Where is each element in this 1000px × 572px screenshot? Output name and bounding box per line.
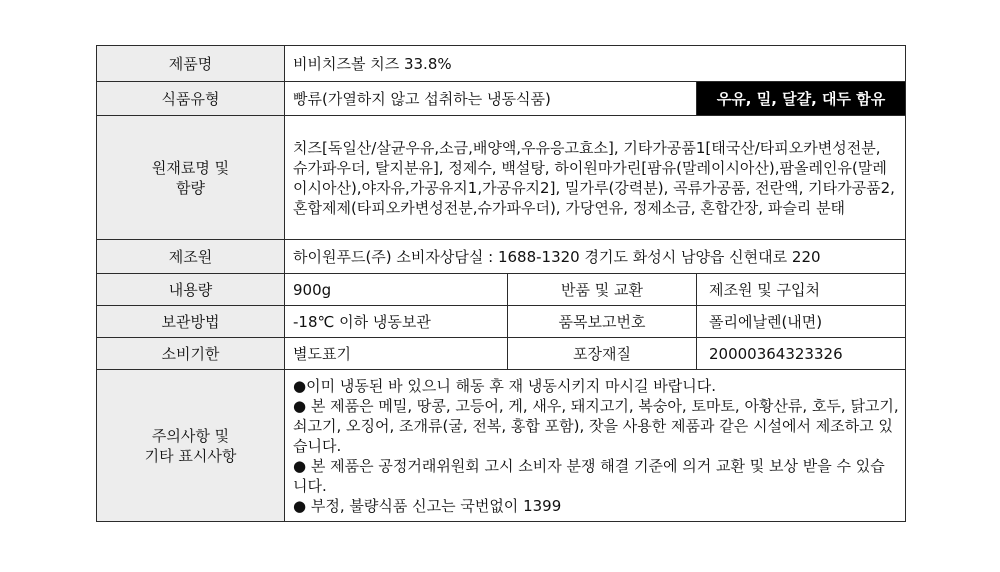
product-info-table [96,45,906,522]
row-notes [97,370,906,522]
ingredients-value: 치즈[독일산/살균우유,소금,배양액,우유응고효소], 기타가공품1[태국산/타피오카변성전분, 슈가파우더, 탈지분유], 정제수, 백설탕, 하이원마가린[팜유(말레이시아산),팜올레인유(말레이시아산),야자유,가공유지1,가공유지2], 밀가루(강력분), 곡류가공품, 전란액, 기타가공품2, 혼합제제(타피오카변성전분,슈가파우더), 가당연유, 정제소금, 혼합간장, 파슬리 분태 [285,116,906,240]
row-manufacturer [97,240,906,274]
notes-label [97,370,285,522]
manufacturer-value: 하이원푸드(주) 소비자상담실 : 1688-1320 경기도 화성시 남양읍 신현대로 220 [285,240,906,274]
notes-label-line1: 주의사항 및 [151,426,230,445]
expiry-value: 별도표기 [285,338,508,370]
row-product-name [97,46,906,82]
row-food-type [97,82,906,116]
manufacturer-label: 제조원 [97,240,285,274]
storage-value: -18℃ 이하 냉동보관 [285,306,508,338]
ingredients-label [97,116,285,240]
volume-label: 내용량 [97,274,285,306]
notes-value [285,370,906,522]
packaging-value: 20000364323326 [697,338,906,370]
ingredients-label-line1: 원재료명 및 [151,158,230,177]
note-item: ● 본 제품은 메밀, 땅콩, 고등어, 게, 새우, 돼지고기, 복숭아, 토마토, 아황산류, 호두, 닭고기, 쇠고기, 오징어, 조개류(굴, 전복, 홍합 포함), 잣을 사용한 제품과 같은 시설에서 제조하고 있습니다. [293,396,899,455]
row-ingredients [97,116,906,240]
note-item: ● 부정, 불량식품 신고는 국번없이 1399 [293,496,562,515]
report-number-label: 품목보고번호 [508,306,697,338]
product-name-label: 제품명 [97,46,285,82]
allergen-badge: 우유, 밀, 달걀, 대두 함유 [697,82,906,116]
volume-value: 900g [285,274,508,306]
packaging-label: 포장재질 [508,338,697,370]
product-name-value: 비비치즈볼 치즈 33.8% [285,46,906,82]
expiry-label: 소비기한 [97,338,285,370]
row-expiry [97,338,906,370]
row-volume [97,274,906,306]
food-type-label: 식품유형 [97,82,285,116]
return-exchange-label: 반품 및 교환 [508,274,697,306]
ingredients-label-line2: 함량 [176,178,205,197]
food-type-value: 빵류(가열하지 않고 섭취하는 냉동식품) [285,82,697,116]
report-number-value: 폴리에날렌(내면) [697,306,906,338]
notes-label-line2: 기타 표시사항 [144,446,237,465]
note-item: ● 본 제품은 공정거래위원회 고시 소비자 분쟁 해결 기준에 의거 교환 및 보상 받을 수 있습니다. [293,456,885,495]
row-storage [97,306,906,338]
note-item: ●이미 냉동된 바 있으니 해동 후 재 냉동시키지 마시길 바랍니다. [293,376,717,395]
storage-label: 보관방법 [97,306,285,338]
return-exchange-value: 제조원 및 구입처 [697,274,906,306]
